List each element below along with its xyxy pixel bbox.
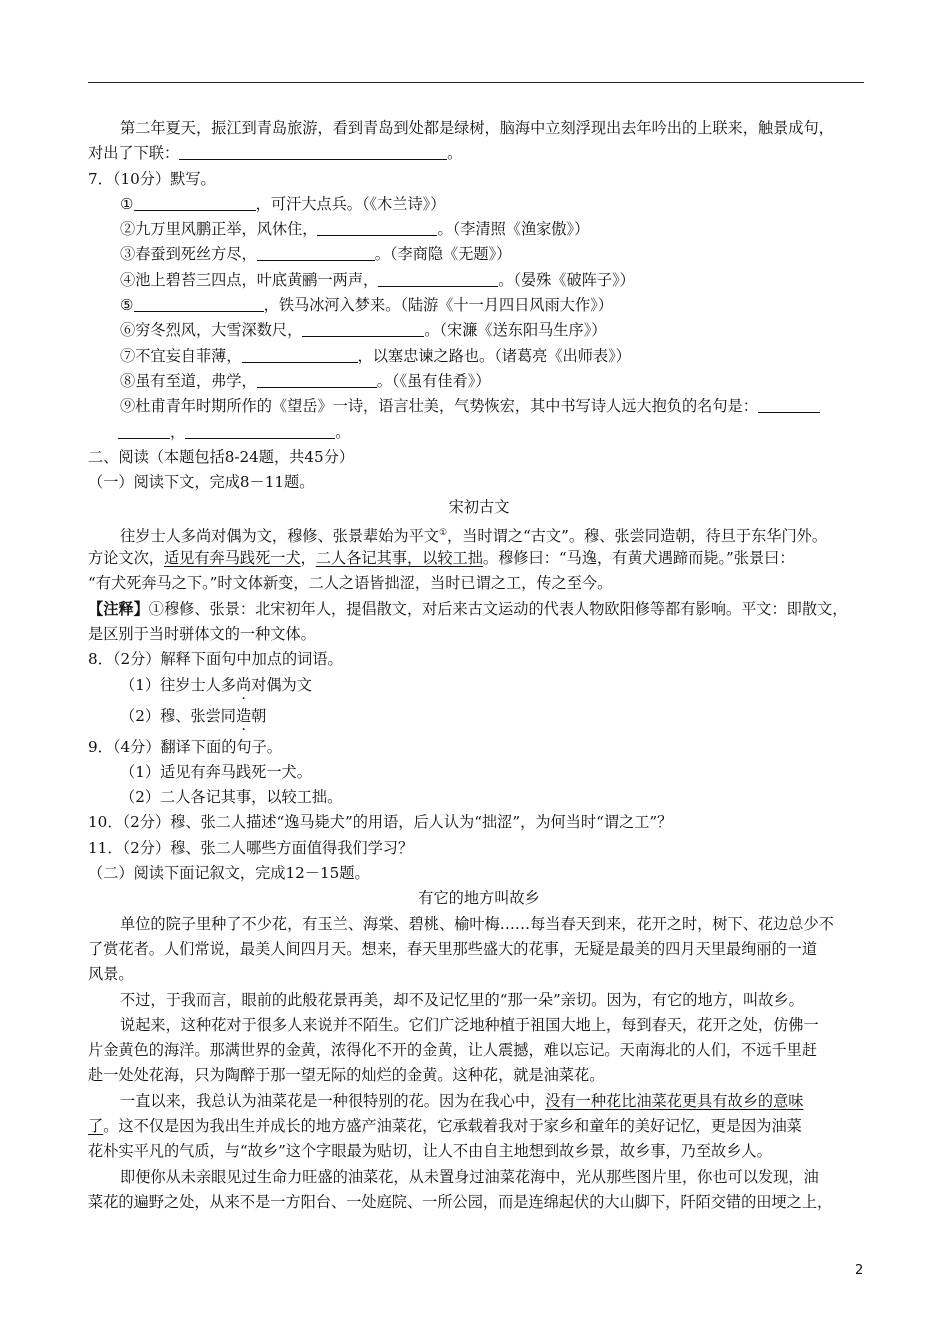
text1-line3: “有犬死奔马之下。”时文体新变，二人之语皆拙涩，当时已谓之工，传之至今。	[88, 574, 613, 593]
answer-blank[interactable]	[134, 295, 264, 312]
text2-title: 有它的地方叫故乡	[418, 889, 540, 908]
answer-blank[interactable]	[185, 422, 335, 439]
q7-item-2: ②九万里风鹏正举，风休住， 。（李清照《渔家傲》）	[120, 220, 590, 239]
q8-title: 8．（2分）解释下面句中加点的词语。	[88, 650, 343, 669]
q7-item-7: ⑦不宜妄自菲薄， ，以塞忠谏之路也。（诸葛亮《出师表》）	[120, 346, 631, 365]
text1-note-line1: 【注释】①穆修、张景：北宋初年人，提倡散文，对后来古文运动的代表人物欧阳修等都有影响。平文：即散文，	[88, 599, 848, 618]
q8-sentence-1: （1）往岁士人多尚对偶为文	[120, 675, 312, 694]
summer-para-line1: 第二年夏天，振江到青岛旅游，看到青岛到处都是绿树，脑海中立刻浮现出去年吟出的上联来，触景成句，	[120, 119, 834, 137]
summer-para-line2: 对出了下联： 。	[88, 144, 463, 163]
text2-p3-line1: 说起来，这种花对于很多人来说并不陌生。它们广泛地种植于祖国大地上，每到春天，花开之处，仿佛一	[120, 1015, 819, 1034]
q9-sentence-2: （2）二人各记其事，以较工拙。	[120, 788, 343, 807]
answer-blank[interactable]	[317, 219, 437, 236]
q7-title: 7．（10分）默写。	[88, 169, 216, 188]
header-rule	[88, 82, 864, 83]
text2-p1-line3: 风景。	[88, 965, 134, 984]
answer-blank[interactable]	[302, 320, 424, 337]
q8-sentence-2: （2）穆、张尝同造朝	[120, 706, 267, 725]
part2-heading: （二）阅读下面记叙文，完成12－15题。	[88, 864, 370, 883]
text2-p1-line2: 了赏花者。人们常说，最美人间四月天。想来，春天里那些盛大的花事，无疑是最美的四月天里最绚丽的一道	[88, 939, 817, 958]
part1-heading: （一）阅读下文，完成8－11题。	[88, 473, 315, 492]
q7-item-1: ① ，可汗大点兵。（《木兰诗》）	[120, 194, 446, 213]
q9-sentence-1: （1）适见有奔马践死一犬。	[120, 762, 312, 781]
text2-p1-line1: 单位的院子里种了不少花，有玉兰、海棠、碧桃、榆叶梅……每当春天到来，花开之时，树下、花边总少不	[120, 914, 834, 933]
q7-item-6: ⑥穷冬烈风，大雪深数尺， 。（宋濂《送东阳马生序》）	[120, 321, 607, 340]
q7-item-4: ④池上碧苔三四点，叶底黄鹂一两声， 。（晏殊《破阵子》）	[120, 270, 635, 289]
q9-title: 9．（4分）翻译下面的句子。	[88, 737, 282, 756]
answer-blank[interactable]	[134, 194, 256, 211]
text2-p4-line2: 了。这不仅是因为我出生并成长的地方盛产油菜花，它承载着我对于家乡和童年的美好记忆，更是因为油菜	[88, 1116, 802, 1135]
page-number: 2	[855, 1263, 864, 1278]
text2-p5-line1: 即便你从未亲眼见过生命力旺盛的油菜花，从未置身过油菜花海中，光从那些图片里，你也可以发现，油	[120, 1167, 819, 1186]
q7-item-8: ⑧虽有至道，弗学， 。（《虽有佳肴》）	[120, 371, 491, 390]
text2-p5-line2: 菜花的遍野之处，从来不是一方阳台、一处庭院、一所公园，而是连绵起伏的大山脚下，阡陌交错的田埂之上，	[88, 1192, 833, 1211]
q7-item-9-cont: ， 。	[88, 420, 870, 445]
q10: 10．（2分）穆、张二人描述“逸马毙犬”的用语，后人认为“拙涩”，为何当时“谓之工”？	[88, 813, 673, 832]
text2-p4-line1: 一直以来，我总认为油菜花是一种很特别的花。因为在我心中，没有一种花比油菜花更具有故乡的意味	[120, 1091, 804, 1110]
answer-blank[interactable]	[118, 422, 170, 439]
answer-blank[interactable]	[179, 143, 447, 160]
text2-p4-line3: 花朴实平凡的气质，与“故乡”这个字眼最为贴切，让人不由自主地想到故乡景，故乡事，乃至故乡人。	[88, 1142, 772, 1161]
answer-blank[interactable]	[242, 346, 358, 363]
q7-item-9: ⑨杜甫青年时期所作的《望岳》一诗，语言壮美，气势恢宏，其中书写诗人远大抱负的名句是：	[88, 394, 870, 419]
document-body	[88, 116, 870, 1215]
q11: 11．（2分）穆、张二人哪些方面值得我们学习？	[88, 838, 414, 857]
text1-line2: 方论文次，适见有奔马践死一犬，二人各记其事，以较工拙。穆修曰：“马逸，有黄犬遇蹄而毙。”张景曰：	[88, 549, 795, 568]
text2-p3-line3: 赴一处处花海，只为陶醉于那一望无际的灿烂的金黄。这种花，就是油菜花。	[88, 1066, 605, 1085]
text2-p3-line2: 片金黄色的海洋。那满世界的金黄，浓得化不开的金黄，让人震撼，难以忘记。天南海北的人们，不远千里赶	[88, 1041, 817, 1060]
q7-item-5: ⑤ ，铁马冰河入梦来。（陆游《十一月四日风雨大作》）	[120, 296, 613, 315]
text2-p2: 不过，于我而言，眼前的此般花景再美，却不及记忆里的“那一朵”亲切。因为，有它的地方，叫故乡。	[120, 990, 804, 1009]
answer-blank[interactable]	[378, 270, 498, 287]
text1-line1: 往岁士人多尚对偶为文，穆修、张景辈始为平文①，当时谓之“古文”。穆、张尝同造朝，待旦于东华门外。	[120, 526, 828, 545]
answer-blank[interactable]	[257, 371, 377, 388]
section2-header: 二、阅读（本题包括8-24题，共45分）	[88, 447, 355, 466]
q7-item-3: ③春蚕到死丝方尽， 。（李商隐《无题》）	[120, 245, 512, 264]
text1-title: 宋初古文	[448, 498, 510, 517]
answer-blank[interactable]	[758, 396, 820, 413]
text1-note-line2: 是区别于当时骈体文的一种文体。	[88, 624, 316, 643]
answer-blank[interactable]	[257, 244, 375, 261]
